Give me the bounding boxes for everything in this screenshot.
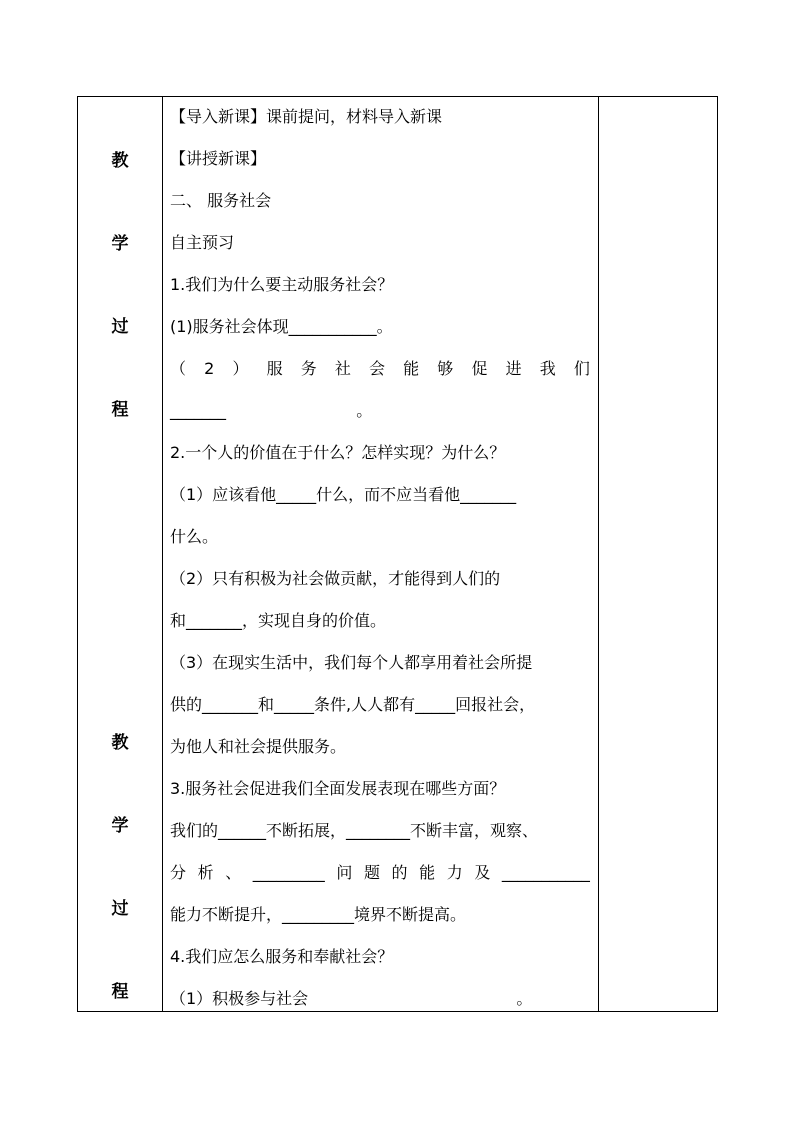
spread-char: （ bbox=[170, 359, 187, 378]
spread-char: 力 bbox=[446, 863, 463, 882]
column-divider-right bbox=[598, 97, 599, 1011]
period: 。 bbox=[516, 989, 533, 1008]
stage-label-char: 程 bbox=[111, 400, 129, 420]
spread-char: 问 bbox=[336, 863, 353, 882]
stage-label-column bbox=[78, 97, 162, 1011]
fill-blank: _________ bbox=[252, 863, 325, 882]
question-4: 4.我们应怎么服务和奉献社会？ bbox=[170, 947, 394, 966]
question-2-item-1a: （1）应该看他_____什么，而不应当看他_______ bbox=[170, 485, 517, 504]
spread-char: 服 bbox=[266, 359, 283, 378]
teach-heading: 【讲授新课】 bbox=[170, 149, 267, 168]
question-3: 3.服务社会促进我们全面发展表现在哪些方面？ bbox=[170, 779, 506, 798]
stage-label-char: 学 bbox=[111, 234, 129, 254]
stage-label-char: 程 bbox=[111, 982, 129, 1002]
spread-char: 务 bbox=[300, 359, 317, 378]
question-2-item-3a: （3）在现实生活中，我们每个人都享用着社会所提 bbox=[170, 653, 533, 672]
question-2-item-1b: 什么。 bbox=[170, 527, 219, 546]
spread-char: 社 bbox=[334, 359, 351, 378]
fill-blank: ___________ bbox=[501, 863, 590, 882]
spread-char: 的 bbox=[391, 863, 408, 882]
spread-char: 们 bbox=[573, 359, 590, 378]
spread-char: 、 bbox=[225, 863, 242, 882]
spread-char: 促 bbox=[471, 359, 488, 378]
question-1-item-1: (1)服务社会体现___________。 bbox=[170, 317, 393, 336]
spread-char: 析 bbox=[197, 863, 214, 882]
period: 。 bbox=[356, 401, 373, 420]
question-1: 1.我们为什么要主动服务社会？ bbox=[170, 275, 394, 294]
spread-char: 题 bbox=[363, 863, 380, 882]
section-title: 二、 服务社会 bbox=[170, 191, 272, 210]
lesson-content bbox=[170, 97, 595, 1011]
stage-label-char: 教 bbox=[111, 733, 129, 753]
spread-char: 及 bbox=[474, 863, 491, 882]
question-2-item-3b: 供的_______和_____条件,人人都有_____回报社会， bbox=[170, 695, 536, 714]
question-1-item-2-cont bbox=[170, 401, 372, 421]
spread-char: 会 bbox=[369, 359, 386, 378]
spread-char: 我 bbox=[539, 359, 556, 378]
fill-blank: _______ bbox=[170, 401, 226, 420]
question-2: 2.一个人的价值在于什么？怎样实现？为什么？ bbox=[170, 443, 506, 462]
question-3-line-a: 我们的______不断拓展，________不断丰富，观察、 bbox=[170, 821, 539, 840]
question-1-item-2 bbox=[170, 359, 590, 379]
spread-char: 2 bbox=[204, 359, 215, 378]
spread-char: ） bbox=[232, 359, 249, 378]
stage-label-char: 过 bbox=[111, 317, 129, 337]
question-3-line-b bbox=[170, 863, 590, 883]
stage-label-char: 过 bbox=[111, 899, 129, 919]
question-4-item-1 bbox=[170, 989, 532, 1009]
question-2-item-3c: 为他人和社会提供服务。 bbox=[170, 737, 347, 756]
column-divider-left bbox=[162, 97, 163, 1011]
stage-label-char: 教 bbox=[111, 151, 129, 171]
question-3-line-c: 能力不断提升，_________境界不断提高。 bbox=[170, 905, 467, 924]
spread-char: 够 bbox=[437, 359, 454, 378]
preview-heading: 自主预习 bbox=[170, 233, 235, 252]
question-2-item-2b: 和_______，实现自身的价值。 bbox=[170, 611, 387, 630]
stage-label-char: 学 bbox=[111, 816, 129, 836]
spread-char: 能 bbox=[419, 863, 436, 882]
question-2-item-2a: （2）只有积极为社会做贡献，才能得到人们的 bbox=[170, 569, 501, 588]
lesson-table bbox=[77, 96, 718, 1012]
spread-char: 进 bbox=[505, 359, 522, 378]
question-4-item-1-text: （1）积极参与社会 bbox=[170, 989, 309, 1008]
intro-line: 【导入新课】课前提问，材料导入新课 bbox=[170, 107, 443, 126]
spread-char: 分 bbox=[170, 863, 187, 882]
spread-char: 能 bbox=[403, 359, 420, 378]
